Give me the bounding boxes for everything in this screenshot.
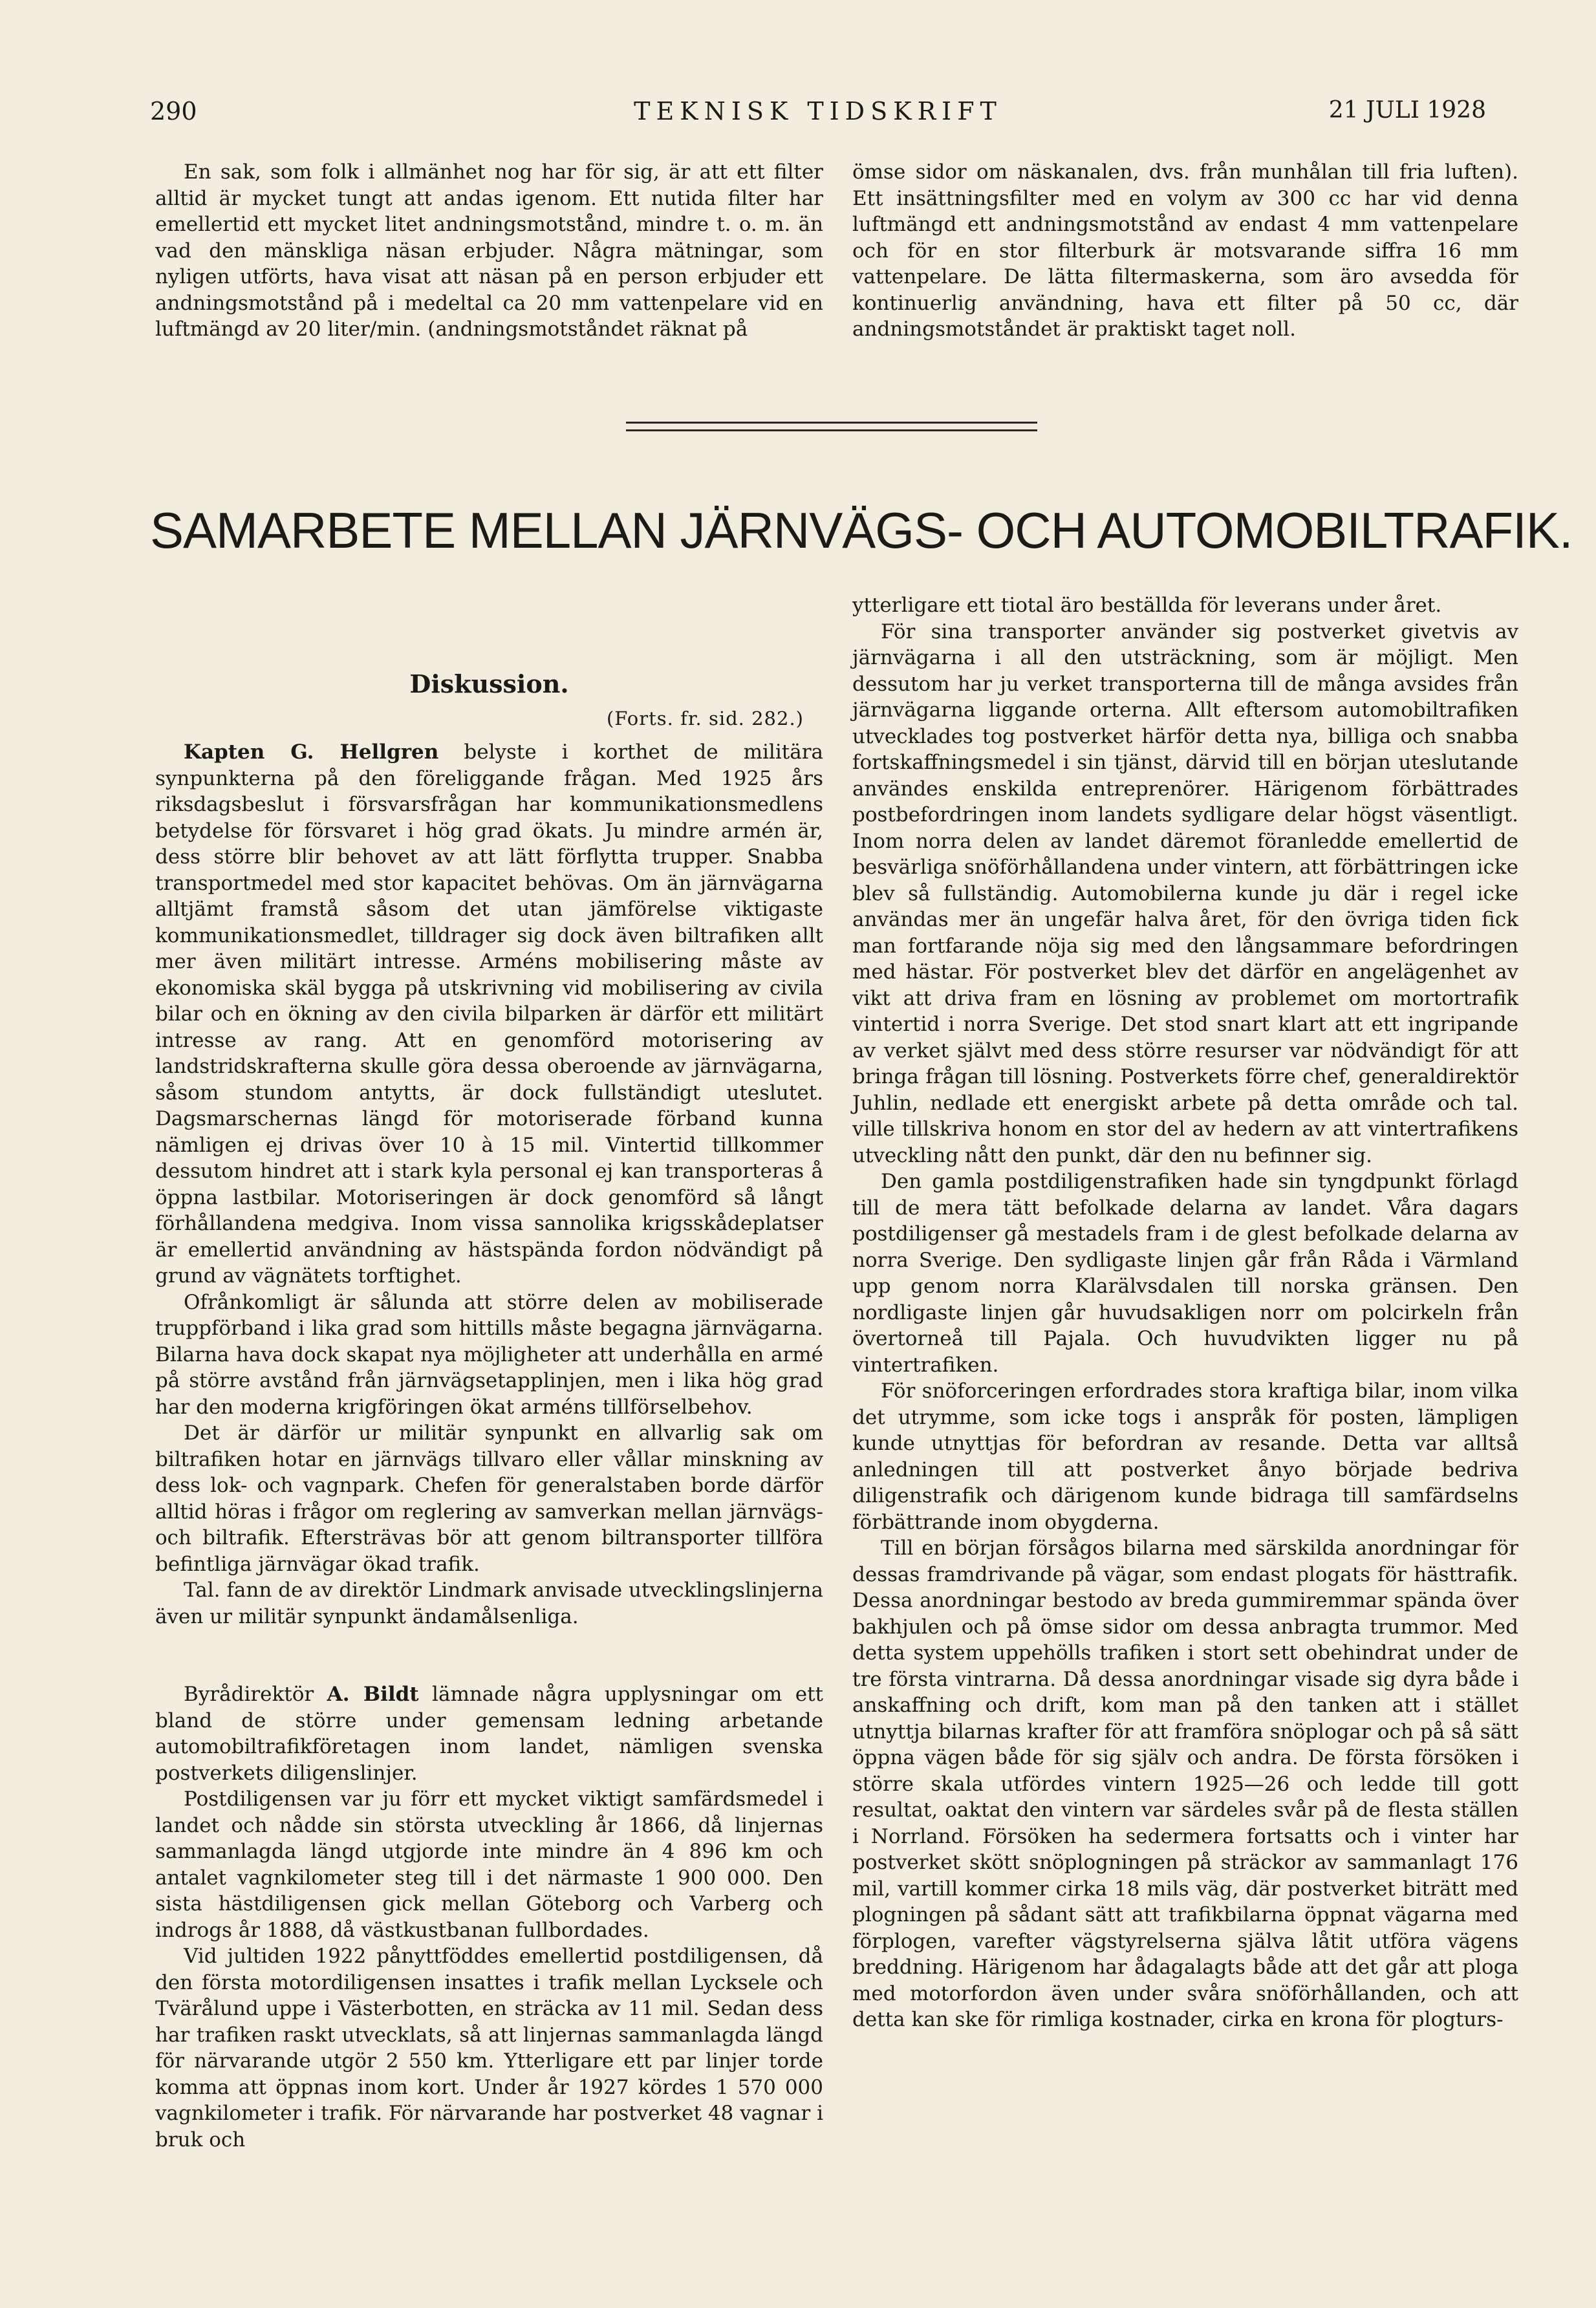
section-divider-line [626,422,1037,424]
paragraph: ömse sidor om näskanalen, dvs. från munhålan till fria luften). Ett insättningsfilter med en volym av 300 cc har vid denna luftmängd ett andningsmotstånd av endast 4 mm vattenpelare och för en stor filterburk är motsvarande siffra 16 mm vattenpelare. De lätta filtermaskerna, som äro avsedda för kontinuerlig användning, hava ett filter på 50 cc, där andningsmotståndet är praktiskt taget noll. [852,160,1518,341]
paragraph: Tal. fann de av direktör Lindmark anvisade utvecklingslinjerna även ur militär synpunkt ändamålsenliga. [155,1579,823,1628]
issue-date: 21 JULI 1928 [1328,97,1486,124]
speaker-title: Byrådirektör [184,1683,314,1706]
speaker-name: A. Bildt [327,1683,419,1706]
continuation-note: (Forts. fr. sid. 282.) [606,707,804,729]
article-column-left [155,671,823,2153]
article-subtitle: Diskussion. [409,669,569,698]
paragraph: Det är därför ur militär synpunkt en allvarlig sak om biltrafiken hotar en järnvägs tillvaro eller vållar minskning av dess lok- och vagnpark. Chefen för generalstaben borde därför alltid höras i frågor om reglering av samverkan mellan järnvägs- och biltrafik. Eftersträvas bör att genom biltransporter tillföra befintliga järnvägar ökad trafik. [155,1421,823,1576]
paragraph: För snöforceringen erfordrades stora kraftiga bilar, inom vilka det utrymme, som icke togs i anspråk för posten, lämpligen kunde utnyttjas för befordran av resande. Detta var alltså anledningen till att postverket ånyo började bedriva diligenstrafik och därigenom kunde bidraga till samfärdselns förbättrande inom obygderna. [852,1379,1518,1534]
speaker-name: Kapten G. Hellgren [184,740,439,764]
section-divider-line [626,429,1037,431]
page-number: 290 [150,97,197,125]
previous-article-column-left [155,159,823,343]
paragraph: För sina transporter använder sig postverket givetvis av järnvägarna i all den utsträckning, som är möjligt. Men dessutom har ju verket transporterna till de många avsides från järnvägarna liggande orterna. Allt eftersom automobiltrafiken utvecklades tog postverket härför detta nya, billiga och snabba fortskaffningsmedel i sin tjänst, därvid till en början uteslutande användes enskilda entreprenörer. Härigenom förbättrades postbefordringen inom landets sydligare delar högst väsentligt. Inom norra delen av landet däremot föranledde emellertid de besvärliga snöförhållandena under vintern, att förbättringen icke blev så fullständig. Automobilerna kunde ju där i regel icke användas mer än ungefär halva året, för den övriga tiden fick man fortfarande nöja sig med den långsammare befordringen med hästar. För postverket blev det därför en angelägenhet av vikt att driva fram en lösning av problemet om mortortrafik vintertid i norra Sverige. Det stod snart klart att ett ingripande av verket självt med dess större resurser var nödvändigt för att bringa frågan till lösning. Postverkets förre chef, generaldirektör Juhlin, nedlade ett energiskt arbete på detta område och tal. ville tillskriva honom en stor del av hedern av att vintertrafikens utveckling nått den punkt, där den nu befinner sig. [852,620,1518,1167]
paragraph: Den gamla postdiligenstrafiken hade sin tyngdpunkt förlagd till de mera tätt befolkade delarna av landet. Våra dagars postdiligenser gå mestadels fram i de glest befolkade delarna av norra Sverige. Den sydligaste linjen går från Råda i Värmland upp genom norra Klarälvsdalen till norska gränsen. Den nordligaste linjen går huvudsakligen norr om polcirkeln från övertorneå till Pajala. Och huvudvikten ligger nu på vintertrafiken. [852,1170,1518,1377]
paragraph: Till en början försågos bilarna med särskilda anordningar för dessas framdrivande på vägar, som endast plogats för hästtrafik. Dessa anordningar bestodo av breda gummiremmar spända över bakhjulen och på ömse sidor om dessa anbragta trummor. Med detta system uppehölls trafiken i stort sett obehindrat under de tre första vintrarna. Då dessa anordningar visade sig dyra både i anskaffning och drift, kom man på den tanken att i stället utnyttja bilarnas krafter för att framföra snöplogar och på så sätt öppna vägen både för sig själv och andra. De första försöken i större skala utfördes vintern 1925—26 och ledde till gott resultat, oaktat den vintern var särdeles svår på de flesta ställen i Norrland. Försöken ha sedermera fortsatts och i vinter har postverket skött snöplogningen på sträckor av sammanlagt 176 mil, vartill kommer cirka 18 mils väg, där postverket biträtt med plogningen på sådant sätt att trafikbilarna öppnat vägarna med förplogen, varefter vägstyrelserna själva låtit utföra vägens breddning. Härigenom har ådagalagts både att det går att ploga med motorfordon även under svåra snöförhållanden, och att detta kan ske för rimliga kostnader, cirka en krona för plogturs- [852,1537,1518,2031]
paragraph: Postdiligensen var ju förr ett mycket viktigt samfärdsmedel i landet och nådde sin största utveckling år 1866, då linjernas sammanlagda längd utgjorde inte mindre än 4 896 km och antalet vagnkilometer steg till i det närmaste 1 900 000. Den sista hästdiligensen gick mellan Göteborg och Varberg och indrogs år 1888, då västkustbanan fullbordades. [155,1787,823,1942]
paragraph: Kapten G. Hellgren belyste i korthet de militära synpunkterna på den föreliggande frågan. Med 1925 års riksdagsbeslut i försvarsfrågan har kommunikationsmedlens betydelse för försvaret i hög grad ökats. Ju mindre armén är, dess större blir behovet av att lätt förflytta trupper. Snabba transportmedel med stor kapacitet behövas. Om än järnvägarna alltjämt framstå såsom det utan jämförelse viktigaste kommunikationsmedlet, tilldrager sig dock även biltrafiken allt mer även militärt intresse. Arméns mobilisering måste av ekonomiska skäl bygga på utskrivning vid mobilisering av civila bilar och en ökning av den civila bilparken är därför ett militärt intresse av rang. Att en genomförd motorisering av landstridskrafterna skulle göra dessa oberoende av järnvägarna, såsom stundom antytts, är dock fullständigt uteslutet. Dagsmarschernas längd för motoriserade förband kunna nämligen ej drivas över 10 à 15 mil. Vintertid tillkommer dessutom hindret att i stark kyla personal ej kan transporteras å öppna lastbilar. Motoriseringen är dock genomförd så långt förhållandena medgiva. Inom vissa sannolika krigsskådeplatser är emellertid användning av hästspända fordon nödvändigt på grund av vägnätets torftighet. [155,740,823,1288]
paragraph: Byrådirektör A. Bildt lämnade några upplysningar om ett bland de större under gemensam ledning arbetande automobiltrafikföretagen inom landet, nämligen svenska postverkets diligenslinjer. [155,1683,824,1785]
paragraph: Vid jultiden 1922 pånyttföddes emellertid postdiligensen, då den första motordiligensen insattes i trafik mellan Lycksele och Tvärålund uppe i Västerbotten, en sträcka av 11 mil. Sedan dess har trafiken raskt utvecklats, så att linjernas sammanlagda längd för närvarande utgör 2 550 km. Ytterligare ett par linjer torde komma att öppnas inom kort. Under år 1927 kördes 1 570 000 vagnkilometer i trafik. För närvarande har postverket 48 vagnar i bruk och [155,1945,824,2152]
paragraph: ytterligare ett tiotal äro beställda för leverans under året. [852,594,1442,617]
paragraph: Ofrånkomligt är sålunda att större delen av mobiliserade truppförband i lika grad som hittills måste begagna järnvägarna. Bilarna hava dock skapat nya möjligheter att underhålla en armé på större avstånd från järnvägsetapplinjen, men i lika hög grad har den moderna krigföringen ökat arméns tillförselbehov. [155,1290,823,1419]
article-column-right [852,592,1518,2033]
paragraph: En sak, som folk i allmänhet nog har för sig, är att ett filter alltid är mycket tungt att andas igenom. Ett nutida filter har emellertid ett mycket litet andningsmotstånd, mindre t. o. m. än vad den mänskliga näsan erbjuder. Några mätningar, som nyligen utförts, hava visat att näsan på en person erbjuder ett andningsmotstånd på i medeltal ca 20 mm vattenpelare vid en luftmängd av 20 liter/min. (andningsmotståndet räknat på [155,160,823,341]
journal-title: TEKNISK TIDSKRIFT [634,97,1002,125]
running-header [150,97,1486,136]
article-title: SAMARBETE MELLAN JÄRNVÄGS- OCH AUTOMOBILTRAFIK. [150,502,1573,559]
previous-article-column-right [852,159,1518,343]
